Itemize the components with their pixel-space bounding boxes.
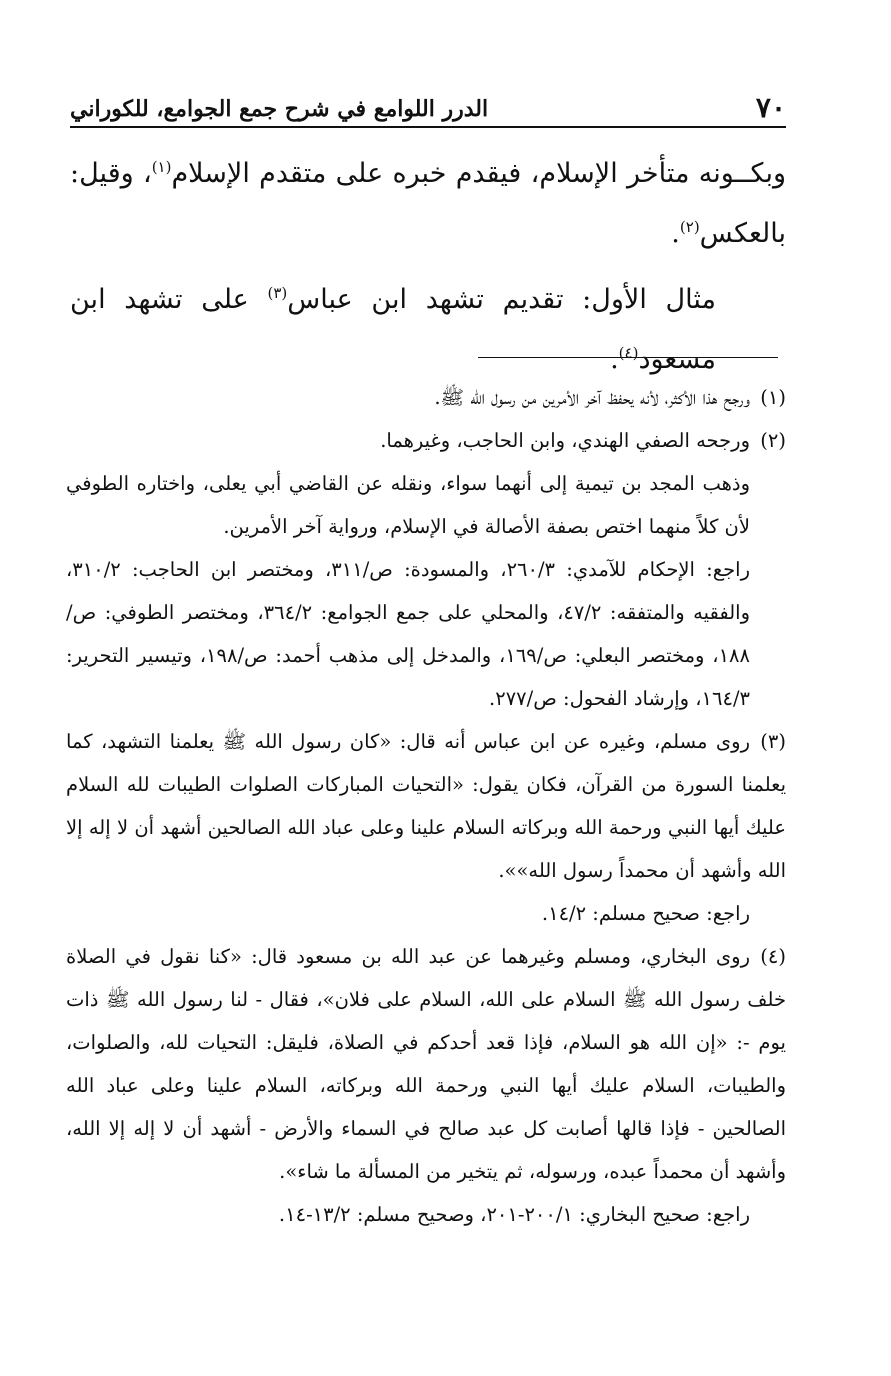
footnote-text: روى مسلم، وغيره عن ابن عباس أنه قال: «كان رسول الله ﷺ يعلمنا التشهد، كما يعلمنا السورة من القرآن، فكان يقول: «التحيات المباركات الصلوات الطيبات لله السلام عليك أيها النبي ورحمة الله وبركاته السلام علينا وعلى عباد الله الصالحين أشهد أن لا إله إلا الله وأشهد أن محمداً رسول الله»».: [66, 730, 786, 882]
footnote-number: (١): [760, 386, 786, 409]
footnote-ref[interactable]: (٤): [618, 344, 639, 362]
page-number: ٧٠: [755, 91, 786, 124]
footnote: [66, 376, 786, 419]
footnote-number: (٢): [760, 429, 786, 452]
running-title: الدرر اللوامع في شرح جمع الجوامع، للكوراني: [70, 96, 489, 122]
footnote: [66, 720, 786, 935]
page-header: [70, 86, 786, 128]
body-paragraph: وبكــونه متأخر الإسلام، فيقدم خبره على متقدم الإسلام$^{(١)}$، وقيل: بالعكس$^{(٢)}$.: [70, 158, 786, 249]
footnote-number: (٣): [760, 730, 786, 753]
footnote-text: وذهب المجد بن تيمية إلى أنهما سواء، ونقله عن القاضي أبي يعلى، واختاره الطوفي لأن كلاً منهما اختص بصفة الأصالة في الإسلام، ورواية آخر الأمرين.: [66, 472, 750, 538]
footnote-ref[interactable]: (٣): [267, 284, 288, 302]
footnote-text: روى البخاري، ومسلم وغيرهما عن عبد الله بن مسعود قال: «كنا نقول في الصلاة خلف رسول الله ﷺ السلام على الله، السلام على فلان»، فقال - لنا رسول الله ﷺ ذات يوم -: «إن الله هو السلام، فإذا قعد أحدكم في الصلاة، فليقل: التحيات لله، والصلوات، والطيبات، السلام عليك أيها النبي ورحمة الله وبركاته، السلام علينا وعلى عباد الله الصالحين - فإذا قالها أصابت كل عبد صالح في السماء والأرض - أشهد أن لا إله إلا الله، وأشهد أن محمداً عبده، ورسوله، ثم يتخير من المسألة ما شاء».: [66, 945, 786, 1183]
footnote-references: راجع: الإحكام للآمدي: ٢٦٠/٣، والمسودة: ص/٣١١، ومختصر ابن الحاجب: ٣١٠/٢، والفقيه والمتفقه: ٤٧/٢، والمحلي على جمع الجوامع: ٣٦٤/٢، ومختصر الطوفي: ص/١٨٨، ومختصر البعلي: ص/١٦٩، والمدخل إلى مذهب أحمد: ص/١٩٨، وتيسير التحرير: ١٦٤/٣، وإرشاد الفحول: ص/٢٧٧.: [66, 558, 750, 710]
footnote-references: راجع: صحيح مسلم: ١٤/٢.: [541, 902, 750, 925]
body-paragraph: مثال الأول: تقديم تشهد ابن عباس$^{(٣)}$ على تشهد ابن مسعود$^{(٤)}$.: [70, 284, 716, 375]
main-text: [70, 144, 786, 390]
footnote-text: ورجحه الصفي الهندي، وابن الحاجب، وغيرهما.: [380, 429, 750, 452]
footnote-text: ورجح هذا الأكثر، لأنه يحفظ آخر الأمرين من رسول الله ﷺ.: [434, 386, 750, 409]
footnotes: [66, 376, 786, 1236]
footnote: [66, 419, 786, 720]
footnote-references: راجع: صحيح البخاري: ٢٠٠/١-٢٠١، وصحيح مسلم: ١٣/٢-١٤.: [278, 1203, 750, 1226]
footnote-separator: [478, 357, 778, 358]
footnote-number: (٤): [760, 945, 786, 968]
footnote: [66, 935, 786, 1236]
footnote-ref[interactable]: (٢): [679, 218, 700, 236]
footnote-ref[interactable]: (١): [151, 158, 172, 176]
